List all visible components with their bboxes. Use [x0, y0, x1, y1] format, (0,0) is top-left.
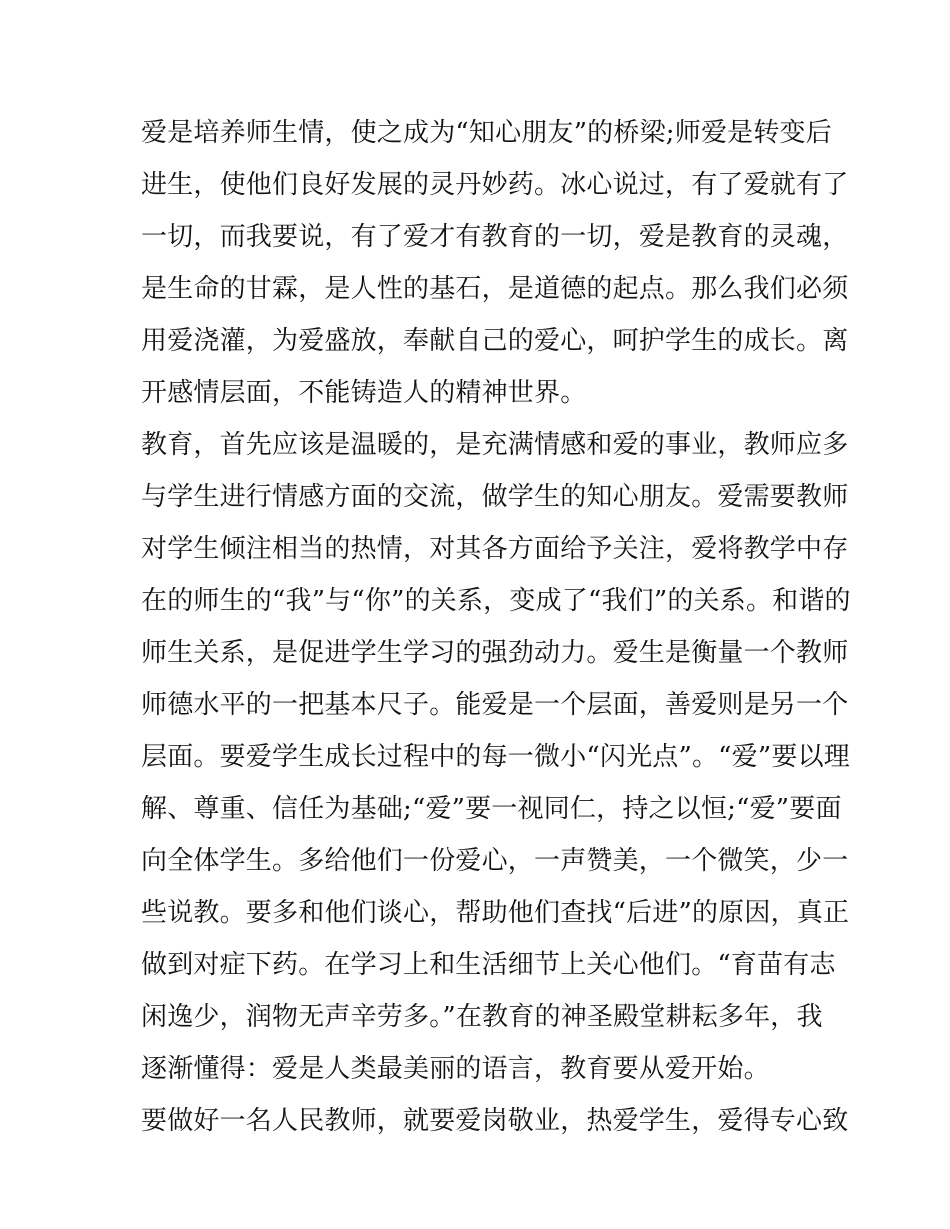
- text-line: 在的师生的“我”与“你”的关系，变成了“我们”的关系。和谐的: [141, 586, 851, 616]
- text-line: 进生，使他们良好发展的灵丹妙药。冰心说过，有了爱就有了: [141, 170, 849, 200]
- text-line: 开感情层面，不能铸造人的精神世界。: [141, 378, 587, 408]
- text-line: 解、尊重、信任为基础;“爱”要一视同仁，持之以恒;“爱”要面: [141, 794, 842, 824]
- text-line: 爱是培养师生情，使之成为“知心朋友”的桥梁;师爱是转变后: [141, 118, 832, 148]
- text-line: 向全体学生。多给他们一份爱心，一声赞美，一个微笑，少一: [141, 846, 849, 876]
- text-line: 做到对症下药。在学习上和生活细节上关心他们。“育苗有志: [141, 950, 836, 980]
- text-line: 师德水平的一把基本尺子。能爱是一个层面，善爱则是另一个: [141, 690, 849, 720]
- text-line: 一切，而我要说，有了爱才有教育的一切，爱是教育的灵魂，: [141, 222, 849, 252]
- text-line: 逐渐懂得：爱是人类最美丽的语言，教育要从爱开始。: [141, 1054, 770, 1084]
- text-line: 师生关系，是促进学生学习的强劲动力。爱生是衡量一个教师: [141, 638, 849, 668]
- text-line: 闲逸少，润物无声辛劳多。”在教育的神圣殿堂耕耘多年，我: [141, 1002, 823, 1032]
- text-line: 要做好一名人民教师，就要爱岗敬业，热爱学生，爱得专心致: [141, 1106, 849, 1136]
- text-line: 与学生进行情感方面的交流，做学生的知心朋友。爱需要教师: [141, 482, 849, 512]
- text-line: 层面。要爱学生成长过程中的每一微小“闪光点”。“爱”要以理: [141, 742, 850, 772]
- text-line: 教育，首先应该是温暖的，是充满情感和爱的事业，教师应多: [141, 430, 849, 460]
- text-line: 对学生倾注相当的热情，对其各方面给予关注，爱将教学中存: [141, 534, 849, 564]
- text-line: 用爱浇灌，为爱盛放，奉献自己的爱心，呵护学生的成长。离: [141, 326, 849, 356]
- text-line: 些说教。要多和他们谈心，帮助他们查找“后进”的原因，真正: [141, 898, 850, 928]
- text-line: 是生命的甘霖，是人性的基石，是道德的起点。那么我们必须: [141, 274, 849, 304]
- body-text: [141, 107, 851, 1147]
